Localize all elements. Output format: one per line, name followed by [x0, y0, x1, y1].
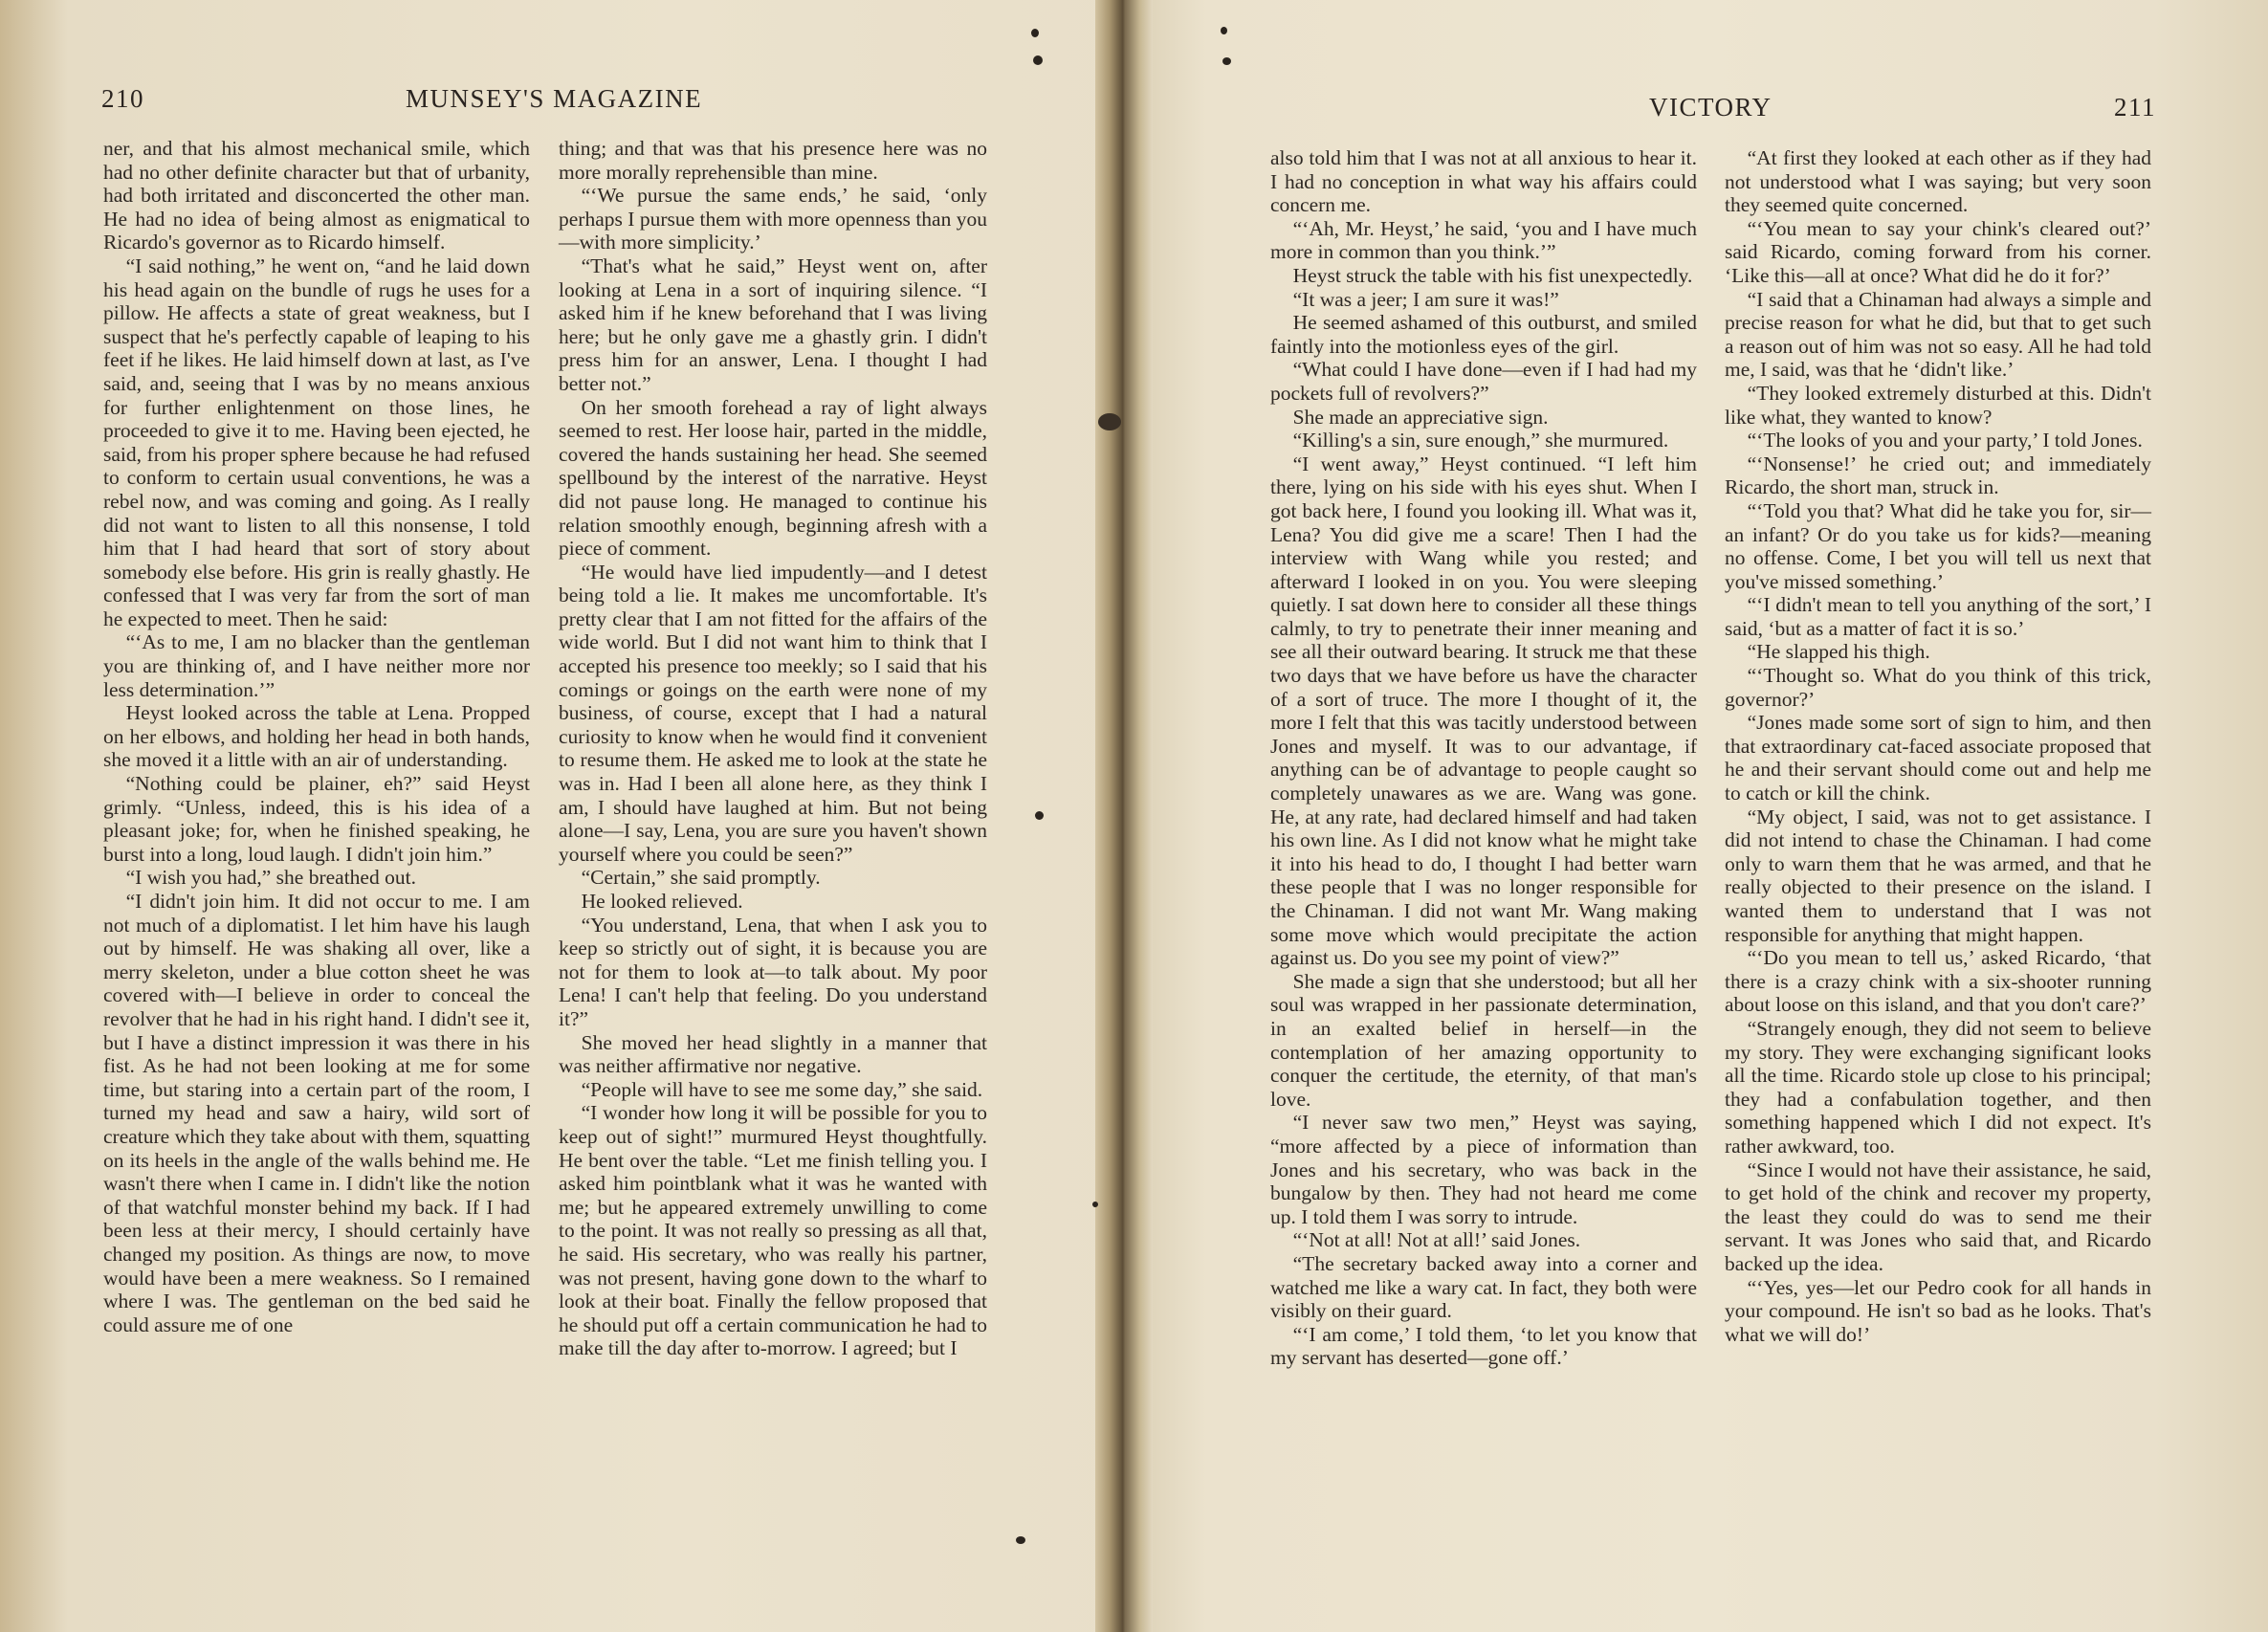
- paragraph: Heyst looked across the table at Lena. Propped on her elbows, and holding her head in both hands, she moved it a little with an air of understanding.: [103, 701, 530, 772]
- paragraph: “Killing's a sin, sure enough,” she murmured.: [1292, 429, 1669, 452]
- right-page-column-1: [1270, 146, 1697, 1370]
- paragraph: “Since I would not have their assistance, he said, to get hold of the chink and recover my property, the least they could do was to send me their servant. It was Jones who said that, and Ricardo backed up the idea.: [1725, 1158, 2151, 1275]
- paragraph: “He would have lied impudently—and I detest being told a lie. It makes me uncomfortable. It's pretty clear that I am not fitted for the affairs of the wide world. But I did not want him to think that I accepted his presence too meekly; so I said that his comings or goings on the earth were none of my business, of course, except that I had a natural curiosity to know when he would find it convenient to resume them. He asked me to look at the state he was in. Had I been all alone here, as they think I am, I should have laughed at him. But not being alone—I say, Lena, you are sure you haven't shown yourself where you could be seen?”: [559, 560, 987, 866]
- paragraph: thing; and that was that his presence here was no more morally reprehensible than mine.: [559, 137, 987, 184]
- paragraph: “‘Not at all! Not at all!’ said Jones.: [1292, 1228, 1581, 1252]
- paragraph: On her smooth forehead a ray of light always seemed to rest. Her loose hair, parted in the middle, covered the hands sustaining her head. She seemed spellbound by the interest of the narrative. Heyst did not pause long. He managed to continue his relation smoothly enough, beginning afresh with a piece of comment.: [559, 395, 987, 561]
- paragraph: “The secretary backed away into a corner and watched me like a wary cat. In fact, they both were visibly on their guard.: [1270, 1251, 1697, 1323]
- paragraph: She moved her head slightly in a manner that was neither affirmative nor negative.: [559, 1030, 987, 1078]
- left-page-column-1: [103, 137, 530, 1336]
- paragraph: “‘We pursue the same ends,’ he said, ‘only perhaps I pursue them with more openness than you—with more simplicity.’: [559, 184, 987, 254]
- paragraph: “‘The looks of you and your party,’ I told Jones.: [1747, 429, 2143, 452]
- ink-speck: [1016, 1536, 1025, 1544]
- paragraph: “‘As to me, I am no blacker than the gentleman you are thinking of, and I have neither more nor less determination.’”: [103, 630, 530, 701]
- paragraph: He seemed ashamed of this outburst, and smiled faintly into the motionless eyes of the girl.: [1270, 311, 1697, 358]
- paragraph: “Jones made some sort of sign to him, and then that extraordinary cat-faced associate proposed that he and their servant should come out and help me to catch or kill the chink.: [1725, 711, 2151, 805]
- paragraph: “‘Thought so. What do you think of this trick, governor?’: [1725, 664, 2151, 711]
- ink-speck: [1221, 27, 1227, 34]
- ink-speck: [1092, 1202, 1098, 1207]
- paragraph: “‘I am come,’ I told them, ‘to let you know that my servant has deserted—gone off.’: [1270, 1322, 1697, 1370]
- paragraph: “People will have to see me some day,” she said.: [581, 1077, 983, 1101]
- paragraph: “At first they looked at each other as if they had not understood what I was saying; but very soon they seemed quite concerned.: [1725, 146, 2151, 217]
- paragraph: “‘Yes, yes—let our Pedro cook for all hands in your compound. He isn't so bad as he looks. That's what we will do!’: [1725, 1275, 2151, 1346]
- paragraph: also told him that I was not at all anxious to hear it. I had no conception in what way his affairs could concern me.: [1270, 146, 1697, 217]
- paragraph: “I said that a Chinaman had always a simple and precise reason for what he did, but that to get such a reason out of him was not so easy. All he had told me, I said, was that he ‘didn't like.’: [1725, 287, 2151, 382]
- paragraph: Heyst struck the table with his fist unexpectedly.: [1292, 263, 1693, 287]
- running-head-right: VICTORY: [1649, 93, 1773, 121]
- paragraph: “I said nothing,” he went on, “and he laid down his head again on the bundle of rugs he uses for a pillow. He affects a state of great weakness, but I suspect that he's perfectly capable of leaping to his feet if he likes. He laid himself down at last, as I've said, and, seeing that I was by no means anxious for further enlightenment on those lines, he proceeded to give it to me. Having been ejected, he said, from his proper sphere because he had refused to conform to certain usual conventions, he was a rebel now, and was coming and going. As I really did not want to listen to all this nonsense, I told him that I had heard that sort of story about somebody else before. His grin is really ghastly. He confessed that I was very far from the sort of man he expected to meet. Then he said:: [103, 254, 530, 630]
- paragraph: “I didn't join him. It did not occur to me. I am not much of a diplomatist. I let him have his laugh out by himself. He was shaking all over, like a merry skeleton, under a blue cotton sheet he was covered with—I believe in order to conceal the revolver that he had in his right hand. I didn't see it, but I have a distinct impression it was there in his fist. As he had not been looking at me for some time, but staring into a certain part of the room, I turned my head and saw a hairy, wild sort of creature which they take about with them, squatting on its heels in the angle of the walls behind me. He wasn't there when I came in. I didn't like the notion of that watchful monster behind my back. If I had been less at their mercy, I should certainly have changed my position. As things are now, to move would have been a mere weakness. So I remained where I was. The gentleman on the bed said he could assure me of one: [103, 890, 530, 1336]
- paragraph: “Certain,” she said promptly.: [581, 866, 821, 890]
- ink-speck: [1033, 55, 1043, 65]
- paragraph: She made an appreciative sign.: [1292, 405, 1549, 429]
- paragraph: “‘Do you mean to tell us,’ asked Ricardo, ‘that there is a crazy chink with a six-shooter running about loose on this island, and that you don't care?’: [1725, 946, 2151, 1017]
- paragraph: “‘Told you that? What did he take you for, sir—an infant? Or do you take us for kids?—meaning no offense. Come, I bet you will tell us next that you've missed something.’: [1725, 498, 2151, 593]
- paragraph: ner, and that his almost mechanical smile, which had no other definite character but that of urbanity, had both irritated and disconcerted the other man. He had no idea of being almost as enigmatical to Ricardo's governor as to Ricardo himself.: [103, 137, 530, 254]
- paragraph: “I never saw two men,” Heyst was saying, “more affected by a piece of information than Jones and his secretary, who was back in the bungalow by then. They had not heard me come up. I told them I was sorry to intrude.: [1270, 1111, 1697, 1228]
- paragraph: “They looked extremely disturbed at this. Didn't like what, they wanted to know?: [1725, 381, 2151, 429]
- paragraph: She made a sign that she understood; but all her soul was wrapped in her passionate determination, in an exalted belief in herself—in the contemplation of her amazing opportunity to conquer the certitude, the eternity, of that man's love.: [1270, 969, 1697, 1111]
- paragraph: “That's what he said,” Heyst went on, after looking at Lena in a sort of inquiring silence. “I asked him if he knew beforehand that I was living here; but he only gave me a ghastly grin. I didn't press him for an answer, Lena. I thought I had better not.”: [559, 254, 987, 395]
- paragraph: “He slapped his thigh.: [1747, 640, 1930, 664]
- right-page-column-2: [1725, 146, 2151, 1346]
- paragraph: “‘Ah, Mr. Heyst,’ he said, ‘you and I have much more in common than you think.’”: [1270, 216, 1697, 264]
- left-page-column-2: [559, 137, 987, 1360]
- paragraph: “I wish you had,” she breathed out.: [125, 866, 416, 890]
- page-number-left: 210: [101, 84, 144, 113]
- ink-speck: [1035, 811, 1044, 820]
- ink-speck: [1222, 57, 1231, 65]
- binding-gutter: [1095, 0, 1153, 1632]
- paragraph: “Nothing could be plainer, eh?” said Heyst grimly. “Unless, indeed, this is his idea of a pleasant joke; for, when he finished speaking, he burst into a long, loud laugh. I didn't join him.”: [103, 772, 530, 866]
- paragraph: “‘Nonsense!’ he cried out; and immediately Ricardo, the short man, struck in.: [1725, 452, 2151, 499]
- paragraph: “I went away,” Heyst continued. “I left him there, lying on his side with his eyes shut. When I got back here, I found you looking ill. What was it, Lena? You did give me a scare! Then I had the interview with Wang while you rested; and afterward I looked in on you. You were sleeping quietly. I sat down here to consider all these things calmly, to try to penetrate their inner meaning and see all their outward bearing. It struck me that these two days that we have before us have the character of a sort of truce. The more I thought of it, the more I felt that this was tacitly understood between Jones and myself. It was to our advantage, if anything can be of advantage to people caught so completely unawares as we are. Wang was gone. He, at any rate, had declared himself and had taken his own line. As I did not know what he might take it into his head to do, I thought I had better warn these people that I was no longer responsible for the Chinaman. I did not want Mr. Wang making some move which would precipitate the action against us. Do you see my point of view?”: [1270, 452, 1697, 970]
- paragraph: “‘You mean to say your chink's cleared out?’ said Ricardo, coming forward from his corner. ‘Like this—all at once? What did he do it for?’: [1725, 216, 2151, 287]
- paragraph: “You understand, Lena, that when I ask you to keep so strictly out of sight, it is because you are not for them to look at—to talk about. My poor Lena! I can't help that feeling. Do you understand it?”: [559, 913, 987, 1030]
- running-head-left: MUNSEY'S MAGAZINE: [406, 84, 703, 113]
- paragraph: “My object, I said, was not to get assistance. I did not intend to chase the Chinaman. I had come only to warn them that he was armed, and that he really objected to their presence on the island. I wanted them to understand that I was not responsible for anything that might happen.: [1725, 805, 2151, 946]
- page-number-right: 211: [2114, 93, 2156, 121]
- paragraph: “It was a jeer; I am sure it was!”: [1292, 287, 1559, 311]
- paragraph: “What could I have done—even if I had had my pockets full of revolvers?”: [1270, 358, 1697, 405]
- binding-staple: [1098, 413, 1121, 430]
- ink-speck: [1031, 29, 1039, 37]
- paragraph: He looked relieved.: [581, 890, 743, 913]
- paragraph: “Strangely enough, they did not seem to believe my story. They were exchanging significant looks all the time. Ricardo stole up close to his principal; they had a confabulation together, and then something happened which I did not expect. It's rather awkward, too.: [1725, 1016, 2151, 1158]
- paragraph: “‘I didn't mean to tell you anything of the sort,’ I said, ‘but as a matter of fact it is so.’: [1725, 593, 2151, 640]
- paragraph: “I wonder how long it will be possible for you to keep out of sight!” murmured Heyst thoughtfully. He bent over the table. “Let me finish telling you. I asked him pointblank what it was he wanted with me; but he appeared extremely unwilling to come to the point. It was not really so pressing as all that, he said. His secretary, who was really his partner, was not present, having gone down to the wharf to look at their boat. Finally the fellow proposed that he should put off a certain communication he had to make till the day after to-morrow. I agreed; but I: [559, 1101, 987, 1360]
